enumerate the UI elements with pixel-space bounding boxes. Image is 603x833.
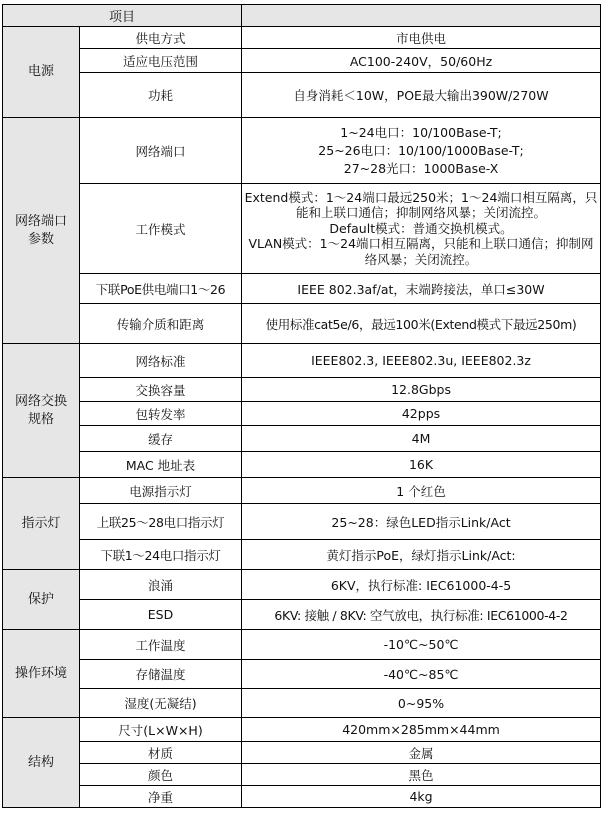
row-value: 42pps: [242, 402, 601, 426]
row-value: -40℃~85℃: [242, 660, 601, 689]
table-row: [3, 184, 601, 274]
row-value: 市电供电: [242, 27, 601, 49]
row-name: ESD: [80, 600, 242, 630]
row-value: 0~95%: [242, 689, 601, 718]
table-row: [3, 504, 601, 540]
row-value: [242, 184, 601, 274]
value-line: 27~28光口：1000Base-X: [343, 160, 499, 176]
row-name: 网络标准: [80, 344, 242, 378]
table-row: [3, 274, 601, 304]
table-row: [3, 600, 601, 630]
row-name: 湿度(无凝结): [80, 689, 242, 718]
table-row: [3, 689, 601, 718]
table-row: [3, 570, 601, 600]
row-name: 包转发率: [80, 402, 242, 426]
table-row: [3, 764, 601, 786]
category-power: 电源: [3, 27, 80, 118]
row-name: 颜色: [80, 764, 242, 786]
table-row: [3, 344, 601, 378]
row-name: 工作温度: [80, 630, 242, 660]
table-row: [3, 426, 601, 452]
row-value: 4kg: [242, 786, 601, 808]
row-name: 工作模式: [80, 184, 242, 274]
row-value: 16K: [242, 452, 601, 478]
table-row: [3, 27, 601, 49]
header-item: 项目: [3, 5, 242, 27]
row-name: 材质: [80, 742, 242, 764]
row-value: 自身消耗＜10W，POE最大输出390W/270W: [242, 73, 601, 118]
header-row: [3, 5, 601, 27]
row-name: 适应电压范围: [80, 49, 242, 73]
table-row: [3, 402, 601, 426]
category-switching: [3, 344, 80, 478]
row-name: 供电方式: [80, 27, 242, 49]
table-row: [3, 742, 601, 764]
value-line: Default模式：普通交换机模式。: [329, 220, 513, 236]
category-environment: 操作环境: [3, 630, 80, 718]
row-value: IEEE802.3, IEEE802.3u, IEEE802.3z: [242, 344, 601, 378]
row-value: 4M: [242, 426, 601, 452]
row-name: 尺寸(L×W×H): [80, 718, 242, 742]
table-row: [3, 630, 601, 660]
category-label-line: 网络端口: [14, 213, 67, 229]
row-value: 6KV: 接触 / 8KV: 空气放电，执行标准: IEC61000-4-2: [242, 600, 601, 630]
row-value: 使用标准cat5e/6，最远100米(Extend模式下最远250m): [242, 304, 601, 344]
category-protection: 保护: [3, 570, 80, 630]
table-row: [3, 452, 601, 478]
spec-table: [2, 4, 601, 808]
row-value: 420mm×285mm×44mm: [242, 718, 601, 742]
row-name: 缓存: [80, 426, 242, 452]
row-value: AC100-240V，50/60Hz: [242, 49, 601, 73]
row-name: 上联25～28电口指示灯: [80, 504, 242, 540]
row-value: 1 个红色: [242, 478, 601, 504]
table-row: [3, 478, 601, 504]
row-name: 浪涌: [80, 570, 242, 600]
category-label-line: 网络交换: [14, 393, 67, 409]
table-row: [3, 660, 601, 689]
table-row: [3, 718, 601, 742]
row-name: 交换容量: [80, 378, 242, 402]
value-line: 1~24电口：10/100Base-T;: [340, 124, 502, 140]
category-label-line: 参数: [27, 231, 54, 247]
table-row: [3, 786, 601, 808]
row-value: 12.8Gbps: [242, 378, 601, 402]
table-row: [3, 540, 601, 570]
value-line: Extend模式：1～24端口最远250米；1～24端口相互隔离，只能和上联口通信；抑制网络风暴；关闭流控。: [244, 189, 598, 221]
category-network-ports: [3, 118, 80, 344]
row-name: 功耗: [80, 73, 242, 118]
category-structure: 结构: [3, 718, 80, 808]
row-value: IEEE 802.3af/at，末端跨接法，单口≤30W: [242, 274, 601, 304]
row-value: -10℃~50℃: [242, 630, 601, 660]
row-value: 6KV，执行标准: IEC61000-4-5: [242, 570, 601, 600]
row-name: 下联PoE供电端口1～26: [80, 274, 242, 304]
category-label-line: 规格: [27, 411, 54, 427]
table-row: [3, 378, 601, 402]
row-name: 存储温度: [80, 660, 242, 689]
row-name: 下联1～24电口指示灯: [80, 540, 242, 570]
row-name: 传输介质和距离: [80, 304, 242, 344]
value-line: 25~26电口：10/100/1000Base-T;: [318, 142, 524, 158]
row-value: 黄灯指示PoE，绿灯指示Link/Act:: [242, 540, 601, 570]
row-value: [242, 118, 601, 184]
table-row: [3, 49, 601, 73]
row-value: 黑色: [242, 764, 601, 786]
row-value: 25~28：绿色LED指示Link/Act: [242, 504, 601, 540]
row-name: 网络端口: [80, 118, 242, 184]
row-value: 金属: [242, 742, 601, 764]
header-value: [242, 5, 601, 27]
row-name: 净重: [80, 786, 242, 808]
row-name: 电源指示灯: [80, 478, 242, 504]
row-name: MAC 地址表: [80, 452, 242, 478]
table-row: [3, 73, 601, 118]
table-row: [3, 118, 601, 184]
category-indicators: 指示灯: [3, 478, 80, 570]
value-line: VLAN模式：1～24端口相互隔离，只能和上联口通信；抑制网络风暴；关闭流控。: [248, 236, 594, 267]
table-row: [3, 304, 601, 344]
